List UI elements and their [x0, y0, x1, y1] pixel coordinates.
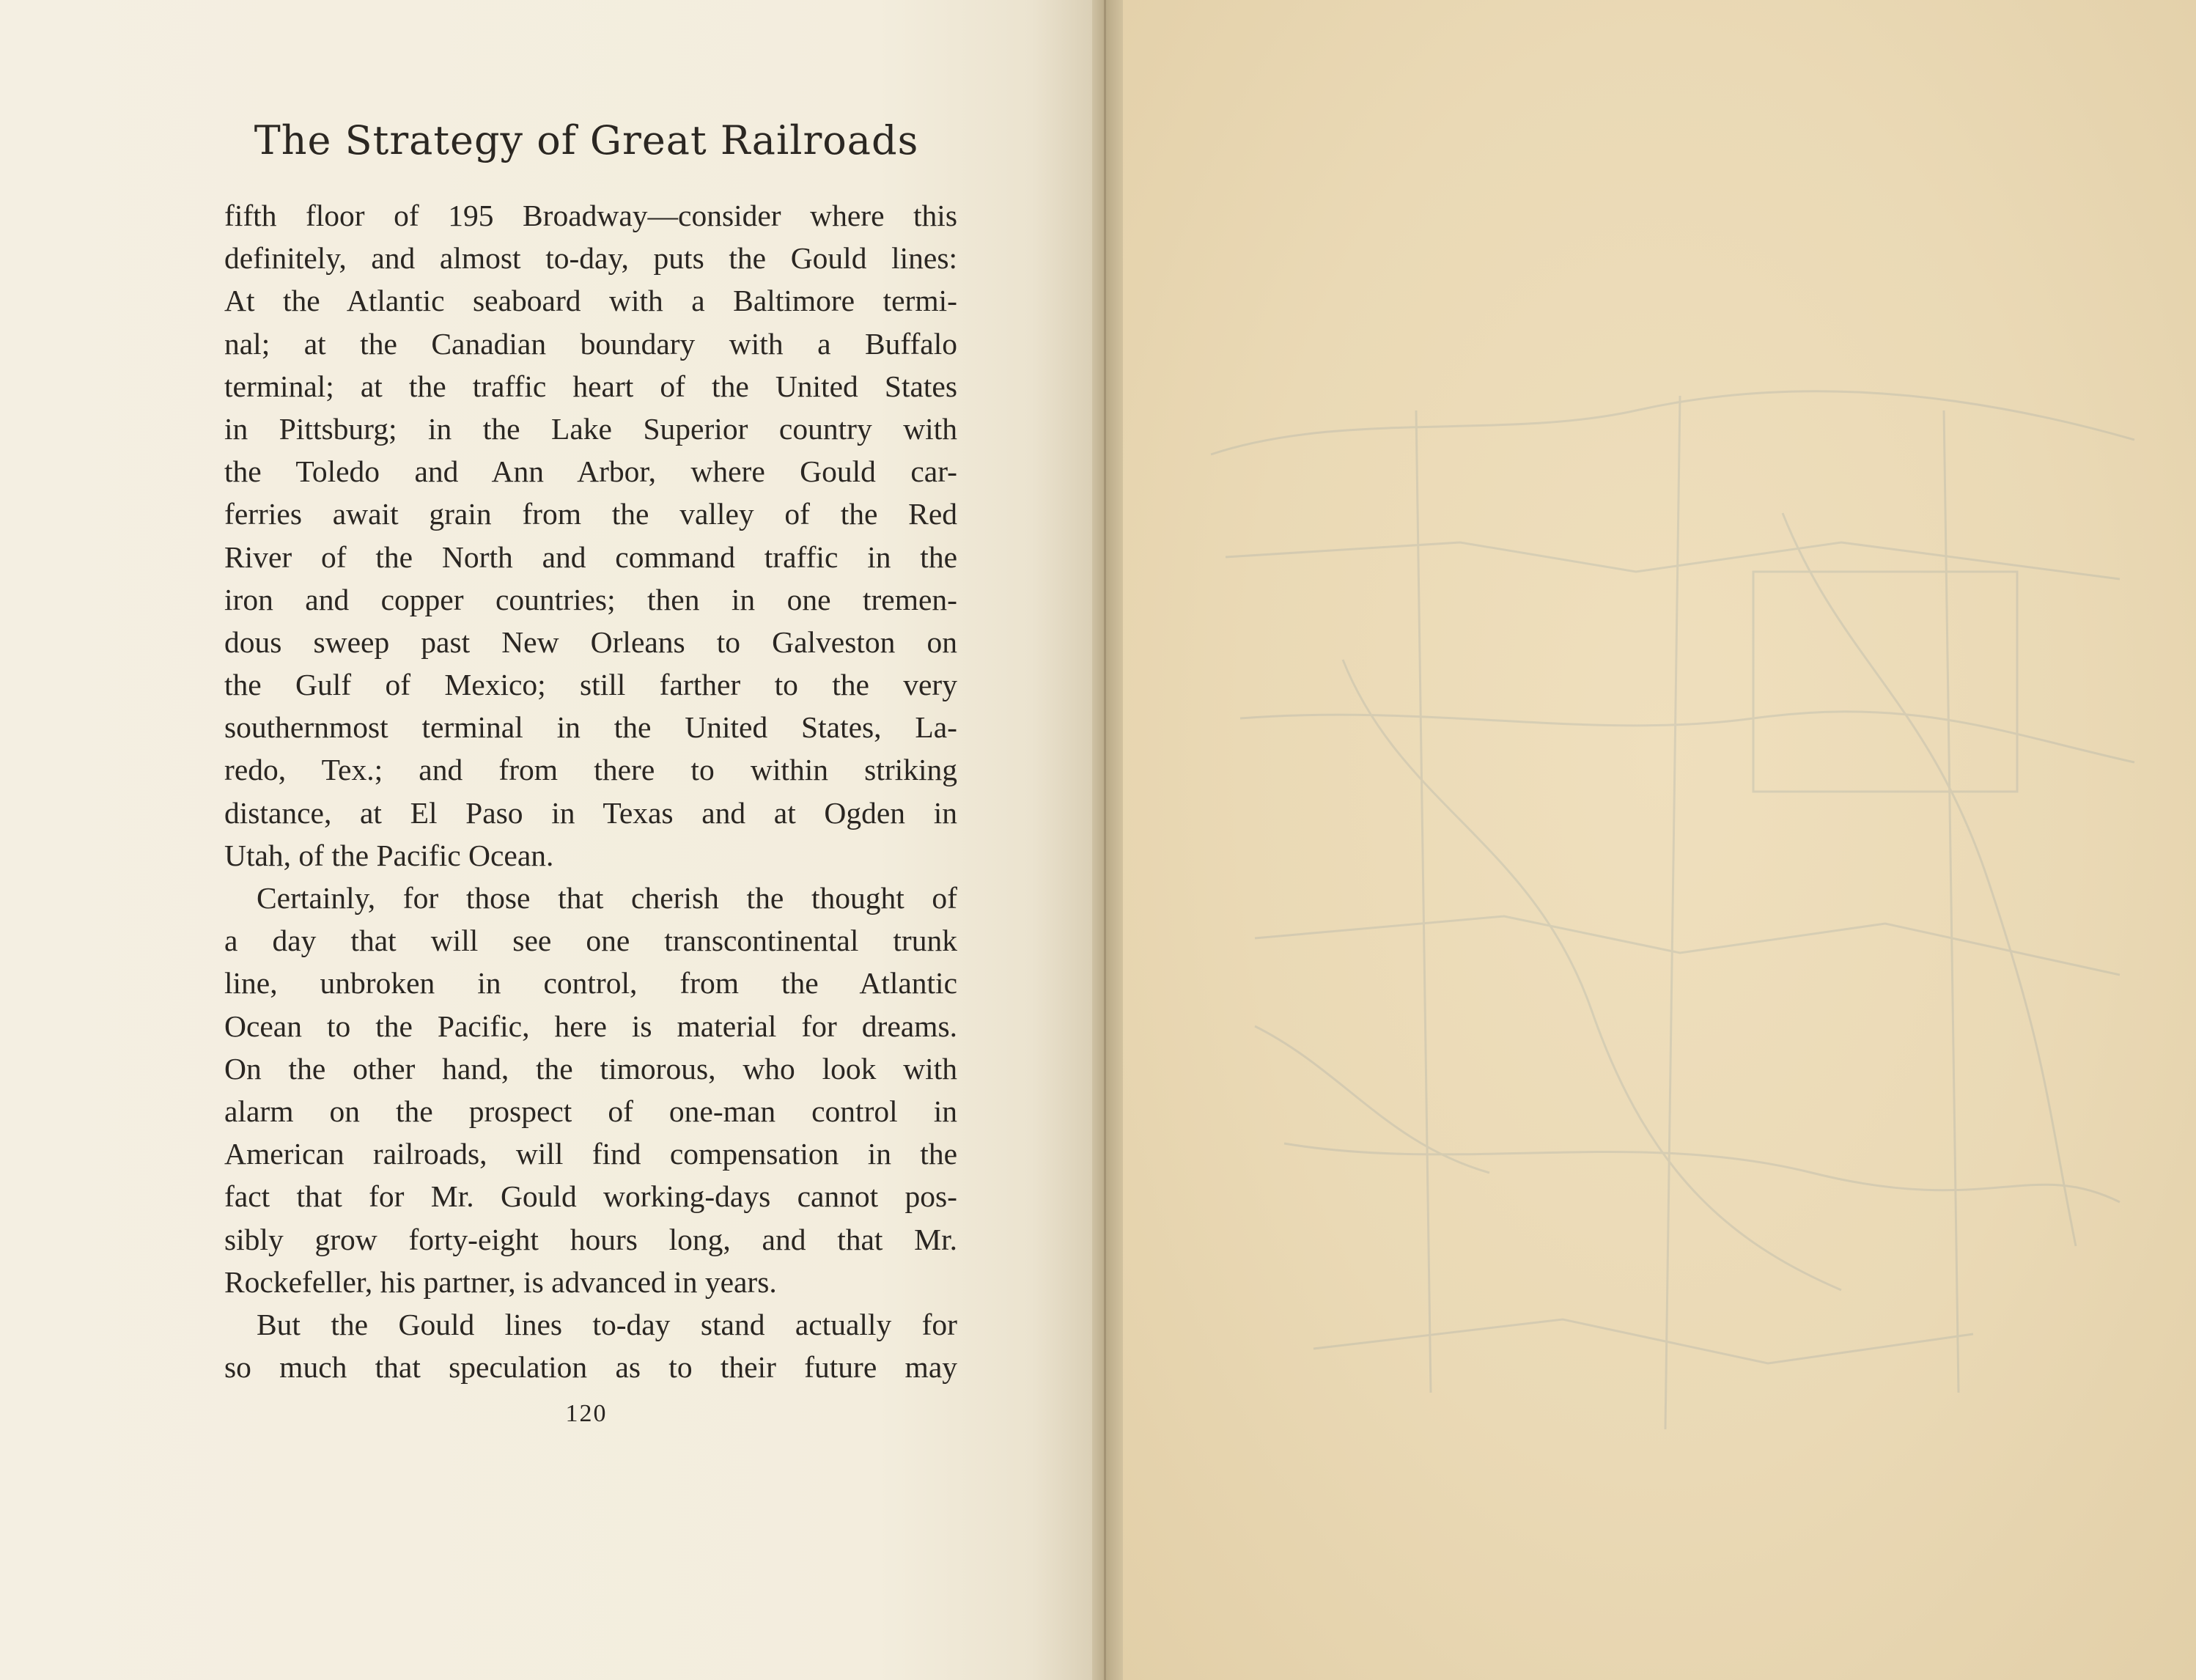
gutter	[1092, 0, 1127, 1680]
text-line: fifth floor of 195 Broadway—consider where this	[224, 199, 957, 232]
text-line: a day that will see one transcontinental trunk	[224, 924, 957, 958]
text-line: At the Atlantic seaboard with a Baltimore termi-	[224, 284, 957, 318]
show-through-map	[1123, 0, 2196, 1680]
text-line: fact that for Mr. Gould working-days cannot pos-	[224, 1179, 957, 1214]
text-line: line, unbroken in control, from the Atlantic	[224, 966, 957, 1001]
text-line: terminal; at the traffic heart of the United States	[224, 369, 957, 403]
body-text	[224, 194, 957, 1388]
text-line: ferries await grain from the valley of the Red	[224, 497, 957, 531]
text-line: the Toledo and Ann Arbor, where Gould car-	[224, 454, 957, 489]
text-line: southernmost terminal in the United States, La-	[224, 710, 957, 745]
text-line: alarm on the prospect of one-man control in	[224, 1094, 957, 1128]
text-line: Utah, of the Pacific Ocean.	[224, 838, 554, 872]
gutter-fold	[1104, 0, 1106, 1680]
text-line: dous sweep past New Orleans to Galveston on	[224, 625, 957, 659]
text-line: the Gulf of Mexico; still farther to the very	[224, 668, 957, 702]
text-line: distance, at El Paso in Texas and at Ogden in	[224, 795, 957, 830]
text-line: nal; at the Canadian boundary with a Buffalo	[224, 326, 957, 361]
text-line: On the other hand, the timorous, who look with	[224, 1051, 957, 1086]
text-line: American railroads, will find compensation in the	[224, 1137, 957, 1171]
page-number: 120	[565, 1400, 608, 1427]
text-line: Rockefeller, his partner, is advanced in years.	[224, 1264, 777, 1299]
text-line: redo, Tex.; and from there to within striking	[224, 753, 957, 787]
text-line: But the Gould lines to-day stand actually for	[257, 1307, 957, 1341]
text-line: River of the North and command traffic in the	[224, 539, 957, 574]
right-page	[1123, 0, 2196, 1680]
text-line: iron and copper countries; then in one tremen-	[224, 582, 957, 616]
text-line: Ocean to the Pacific, here is material for dreams.	[224, 1009, 957, 1043]
text-line: sibly grow forty-eight hours long, and that Mr.	[224, 1222, 957, 1256]
text-line: Certainly, for those that cherish the thought of	[257, 881, 957, 915]
text-line: in Pittsburg; in the Lake Superior country with	[224, 411, 957, 446]
running-head: The Strategy of Great Railroads	[254, 117, 919, 163]
text-line: definitely, and almost to-day, puts the Gould lines:	[224, 241, 957, 276]
text-line: so much that speculation as to their future may	[224, 1350, 957, 1385]
